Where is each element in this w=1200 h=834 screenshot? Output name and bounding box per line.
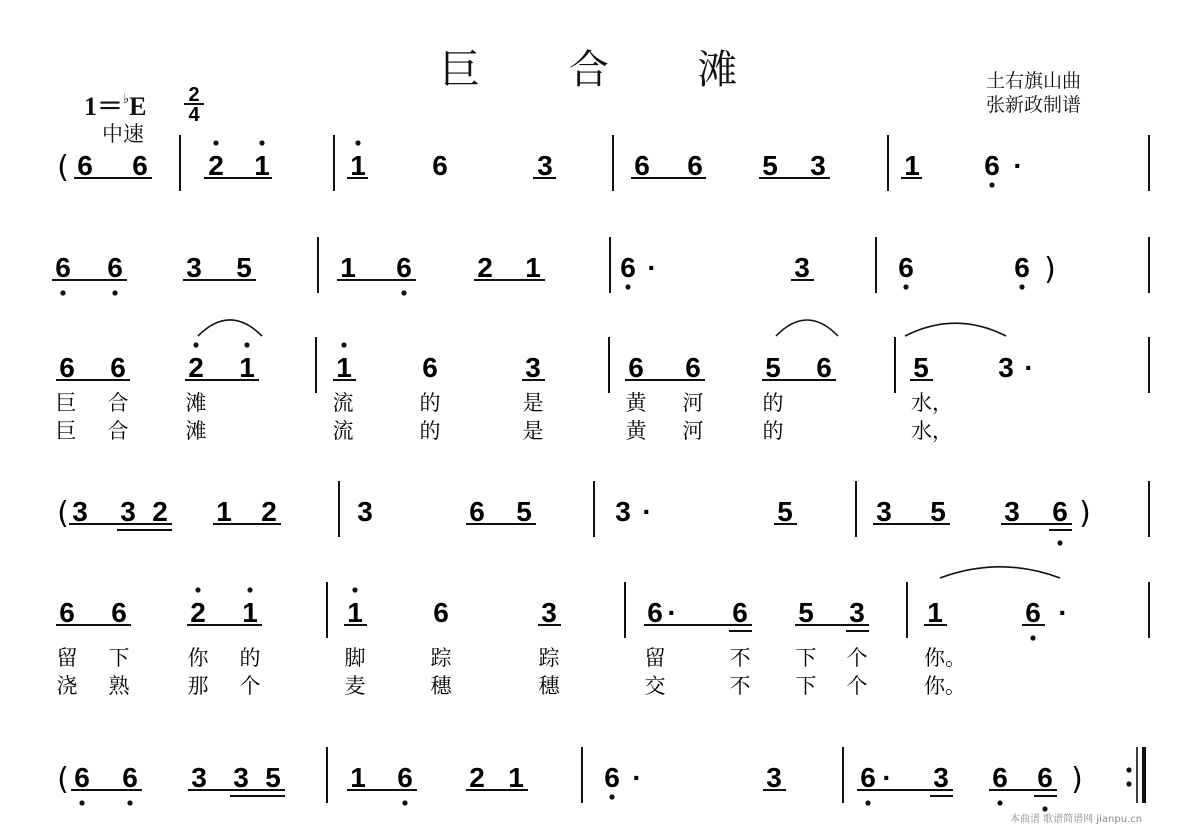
note: 1 <box>350 150 366 181</box>
octave-dot-below <box>112 290 117 295</box>
note: 3 <box>933 762 949 793</box>
octave-dot-below <box>865 800 870 805</box>
lyric-syllable: 合 <box>107 391 129 415</box>
lyric-syllable: 的 <box>762 391 784 415</box>
octave-dot-below <box>60 290 65 295</box>
note: 6 <box>1052 496 1068 527</box>
octave-dot-above <box>352 587 357 592</box>
lyric-syllable: 交 <box>644 674 666 698</box>
lyric-syllable: 你。 <box>924 646 966 670</box>
lyric-syllable: 水， <box>911 419 953 443</box>
note: 1 <box>525 252 541 283</box>
lyric-syllable: 流 <box>332 419 354 443</box>
lyric-syllable: 踪 <box>538 646 560 670</box>
slur <box>905 323 1006 336</box>
flat-sign: ♭ <box>123 91 130 107</box>
note: 6 <box>469 496 485 527</box>
lyric-syllable: 穗 <box>538 674 560 698</box>
note: 3 <box>191 762 207 793</box>
note: 1 <box>216 496 232 527</box>
octave-dot-above <box>193 342 198 347</box>
note: 1 <box>508 762 524 793</box>
note: 6 <box>1014 252 1030 283</box>
lyric-syllable: 滩 <box>185 419 207 443</box>
note: 3 <box>876 496 892 527</box>
lyric-syllable: 流 <box>332 391 354 415</box>
note: 6 <box>59 352 75 383</box>
octave-dot-below <box>401 290 406 295</box>
note: 6 <box>433 597 449 628</box>
repeat-dot <box>1126 781 1131 786</box>
score-row <box>57 747 1144 812</box>
note: 6 <box>860 762 876 793</box>
note: 2 <box>261 496 277 527</box>
lyric-syllable: 下 <box>795 646 817 670</box>
octave-dot-above <box>247 587 252 592</box>
note: 5 <box>762 150 778 181</box>
time-signature-top: 2 <box>188 84 200 106</box>
augmentation-dot: · <box>632 762 642 793</box>
octave-dot-below <box>79 800 84 805</box>
key-prefix: 1＝ <box>84 92 124 121</box>
note: 6 <box>110 352 126 383</box>
lyric-syllable: 脚 <box>344 646 366 670</box>
note: 6 <box>898 252 914 283</box>
note: 6 <box>1037 762 1053 793</box>
note: 6 <box>992 762 1008 793</box>
lyric-syllable: 水， <box>911 391 953 415</box>
parenthesis: ) <box>1044 252 1056 287</box>
time-signature-bottom: 4 <box>188 104 200 126</box>
lyric-syllable: 留 <box>644 646 666 670</box>
lyric-syllable: 黄 <box>625 391 647 415</box>
lyric-syllable: 个 <box>239 674 261 698</box>
octave-dot-above <box>213 140 218 145</box>
note: 6 <box>732 597 748 628</box>
lyric-syllable: 你 <box>187 646 209 670</box>
slur <box>940 567 1060 578</box>
note: 1 <box>242 597 258 628</box>
note: 3 <box>766 762 782 793</box>
note: 6 <box>628 352 644 383</box>
octave-dot-below <box>903 284 908 289</box>
lyric-syllable: 麦 <box>344 674 366 698</box>
note: 6 <box>396 252 412 283</box>
note: 3 <box>1004 496 1020 527</box>
note: 6 <box>111 597 127 628</box>
note: 6 <box>647 597 663 628</box>
note: 5 <box>930 496 946 527</box>
lyric-syllable: 那 <box>187 674 209 698</box>
lyric-syllable: 下 <box>795 674 817 698</box>
note: 1 <box>904 150 920 181</box>
score-row <box>57 135 1149 191</box>
lyric-syllable: 滩 <box>185 391 207 415</box>
lyric-syllable: 河 <box>682 419 704 443</box>
note: 2 <box>188 352 204 383</box>
octave-dot-below <box>1030 635 1035 640</box>
octave-dot-below <box>127 800 132 805</box>
lyric-syllable: 下 <box>108 646 130 670</box>
repeat-dot <box>1126 767 1131 772</box>
slur <box>198 320 262 336</box>
augmentation-dot: · <box>667 597 677 628</box>
note: 3 <box>794 252 810 283</box>
score-title: 巨 合 滩 <box>440 47 776 93</box>
octave-dot-above <box>341 342 346 347</box>
note: 1 <box>350 762 366 793</box>
augmentation-dot: · <box>642 496 652 527</box>
lyric-syllable: 不 <box>729 674 751 698</box>
note: 3 <box>537 150 553 181</box>
note: 3 <box>615 496 631 527</box>
note: 3 <box>233 762 249 793</box>
note: 2 <box>208 150 224 181</box>
lyric-syllable: 留 <box>56 646 78 670</box>
note: 6 <box>432 150 448 181</box>
note: 6 <box>620 252 636 283</box>
octave-dot-above <box>259 140 264 145</box>
note: 5 <box>777 496 793 527</box>
note: 5 <box>913 352 929 383</box>
note: 2 <box>477 252 493 283</box>
note: 6 <box>687 150 703 181</box>
octave-dot-below <box>402 800 407 805</box>
octave-dot-below <box>997 800 1002 805</box>
note: 6 <box>685 352 701 383</box>
note: 3 <box>849 597 865 628</box>
score-row <box>57 481 1149 546</box>
lyric-syllable: 的 <box>419 419 441 443</box>
lyric-syllable: 个 <box>846 674 868 698</box>
octave-dot-below <box>609 794 614 799</box>
lyric-syllable: 巨 <box>55 391 77 415</box>
lyric-syllable: 河 <box>682 391 704 415</box>
augmentation-dot: · <box>882 762 892 793</box>
key-letter: E <box>129 92 147 121</box>
parenthesis: ( <box>57 496 69 531</box>
note: 6 <box>984 150 1000 181</box>
lyric-syllable: 是 <box>522 391 544 415</box>
note: 5 <box>516 496 532 527</box>
note: 2 <box>190 597 206 628</box>
note: 3 <box>357 496 373 527</box>
octave-dot-below <box>625 284 630 289</box>
lyric-syllable: 的 <box>239 646 261 670</box>
lyric-syllable: 黄 <box>625 419 647 443</box>
lyric-syllable: 是 <box>522 419 544 443</box>
site-watermark: 本曲谱 歌谱简谱网 jianpu.cn <box>1010 814 1143 825</box>
note: 2 <box>469 762 485 793</box>
note: 1 <box>927 597 943 628</box>
octave-dot-above <box>355 140 360 145</box>
augmentation-dot: · <box>1013 150 1023 181</box>
credit-composer: 土右旗山曲 <box>986 70 1082 92</box>
score-row <box>56 320 1150 444</box>
note: 6 <box>816 352 832 383</box>
note: 6 <box>122 762 138 793</box>
note: 6 <box>132 150 148 181</box>
augmentation-dot: · <box>1058 597 1068 628</box>
note: 6 <box>422 352 438 383</box>
note: 6 <box>59 597 75 628</box>
note: 3 <box>998 352 1014 383</box>
note: 5 <box>798 597 814 628</box>
lyric-syllable: 个 <box>846 646 868 670</box>
octave-dot-above <box>244 342 249 347</box>
slur <box>776 320 838 336</box>
parenthesis: ) <box>1071 762 1083 797</box>
note: 2 <box>152 496 168 527</box>
note: 5 <box>765 352 781 383</box>
note: 3 <box>72 496 88 527</box>
octave-dot-below <box>1057 540 1062 545</box>
augmentation-dot: · <box>1024 352 1034 383</box>
note: 1 <box>239 352 255 383</box>
lyric-syllable: 浇 <box>56 674 78 698</box>
octave-dot-below <box>989 182 994 187</box>
parenthesis: ( <box>57 762 69 797</box>
lyric-syllable: 的 <box>419 391 441 415</box>
note: 6 <box>74 762 90 793</box>
octave-dot-above <box>195 587 200 592</box>
note: 6 <box>604 762 620 793</box>
lyric-syllable: 踪 <box>430 646 452 670</box>
note: 1 <box>254 150 270 181</box>
time-signature <box>184 84 204 126</box>
score-row <box>56 567 1149 698</box>
note: 3 <box>810 150 826 181</box>
lyric-syllable: 熟 <box>108 674 130 698</box>
note: 1 <box>347 597 363 628</box>
tempo-marking: 中速 <box>102 122 144 146</box>
lyric-syllable: 不 <box>729 646 751 670</box>
note: 6 <box>107 252 123 283</box>
note: 6 <box>55 252 71 283</box>
lyric-syllable: 的 <box>762 419 784 443</box>
note: 1 <box>336 352 352 383</box>
note: 6 <box>1025 597 1041 628</box>
lyric-syllable: 穗 <box>430 674 452 698</box>
note: 3 <box>525 352 541 383</box>
lyric-syllable: 你。 <box>924 674 966 698</box>
parenthesis: ( <box>57 150 69 185</box>
note: 1 <box>340 252 356 283</box>
parenthesis: ) <box>1079 496 1091 531</box>
note: 3 <box>120 496 136 527</box>
note: 6 <box>634 150 650 181</box>
note: 6 <box>77 150 93 181</box>
lyric-syllable: 合 <box>107 419 129 443</box>
note: 3 <box>541 597 557 628</box>
octave-dot-below <box>1019 284 1024 289</box>
augmentation-dot: · <box>647 252 657 283</box>
note: 5 <box>265 762 281 793</box>
note: 5 <box>236 252 252 283</box>
note: 6 <box>397 762 413 793</box>
note: 3 <box>186 252 202 283</box>
score-row <box>52 237 1149 296</box>
lyric-syllable: 巨 <box>55 419 77 443</box>
credit-arranger: 张新政制谱 <box>986 94 1082 116</box>
